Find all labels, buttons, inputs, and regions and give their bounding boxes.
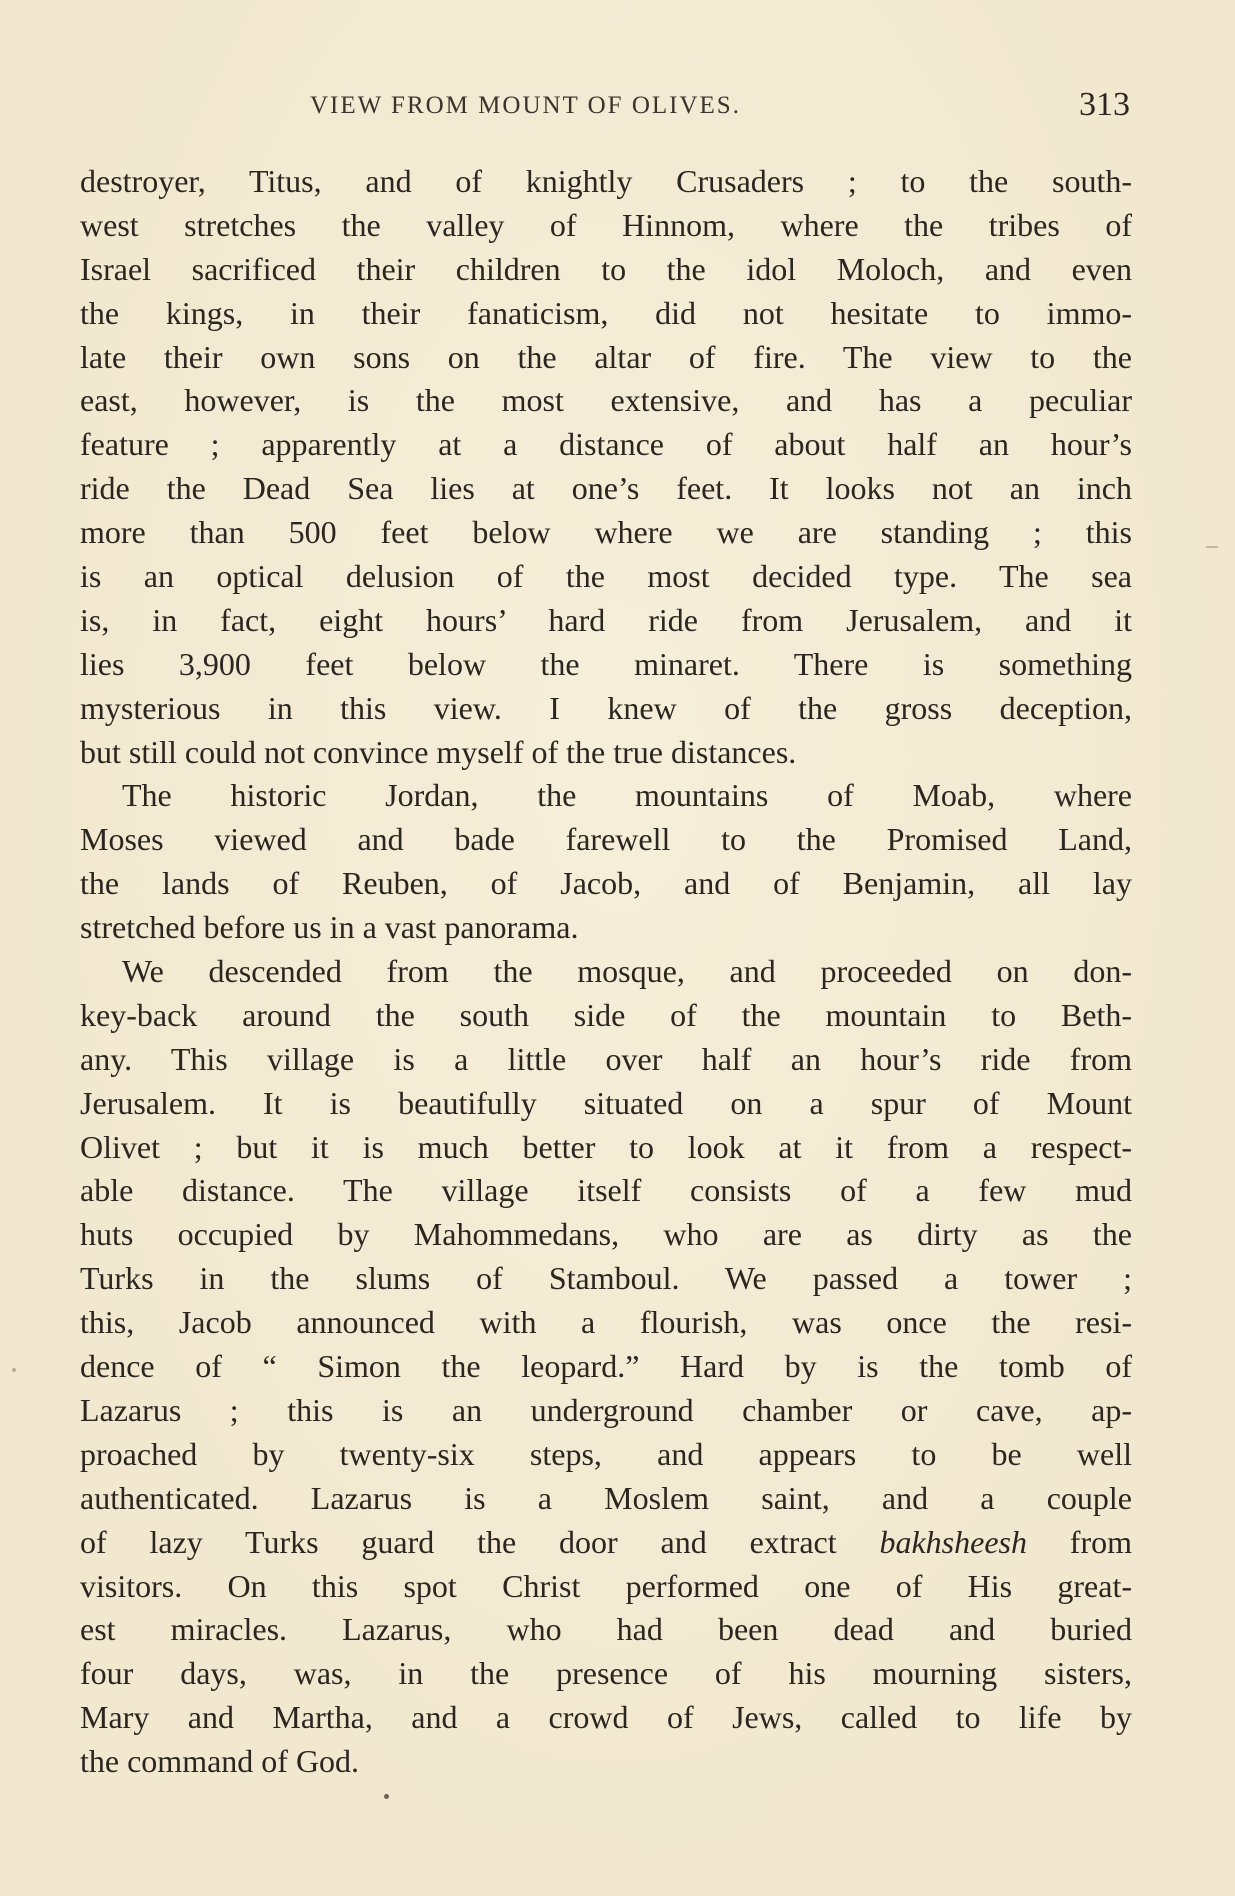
- paragraph-start-line: The historic Jordan, the mountains of Moab, where: [122, 777, 1132, 814]
- running-title: VIEW FROM MOUNT OF OLIVES.: [310, 92, 741, 119]
- text-line: four days, was, in the presence of his mourning sisters,: [80, 1655, 1132, 1692]
- text-line: est miracles. Lazarus, who had been dead and buried: [80, 1611, 1132, 1648]
- text-line: this, Jacob announced with a flourish, was once the resi-: [80, 1304, 1132, 1341]
- paper-speck: [12, 1368, 16, 1372]
- text-line: Moses viewed and bade farewell to the Promised Land,: [80, 821, 1132, 858]
- text-line: the lands of Reuben, of Jacob, and of Benjamin, all lay: [80, 865, 1132, 902]
- text-line: of lazy Turks guard the door and extract bakhsheesh from: [80, 1523, 1132, 1560]
- text-line: Mary and Martha, and a crowd of Jews, called to life by: [80, 1699, 1132, 1736]
- paper-speck: [384, 1794, 389, 1799]
- text-line: stretched before us in a vast panorama.: [80, 909, 579, 946]
- text-line: is an optical delusion of the most decided type. The sea: [80, 558, 1132, 595]
- text-line: more than 500 feet below where we are standing ; this: [80, 514, 1132, 551]
- text-line: any. This village is a little over half an hour’s ride from: [80, 1040, 1132, 1077]
- page-number: 313: [1079, 86, 1130, 123]
- text-line: authenticated. Lazarus is a Moslem saint, and a couple: [80, 1479, 1132, 1516]
- text-line: the command of God.: [80, 1743, 360, 1780]
- text-line: is, in fact, eight hours’ hard ride from Jerusalem, and it: [80, 601, 1132, 638]
- italic-term: bakhsheesh: [879, 1523, 1027, 1560]
- text-line: east, however, is the most extensive, and has a peculiar: [80, 382, 1132, 419]
- text-line: late their own sons on the altar of fire. The view to the: [80, 338, 1132, 375]
- text-line: dence of “ Simon the leopard.” Hard by is the tomb of: [80, 1348, 1132, 1385]
- running-head: [80, 86, 1130, 126]
- text-line: the kings, in their fanaticism, did not hesitate to immo-: [80, 294, 1132, 331]
- text-line: destroyer, Titus, and of knightly Crusaders ; to the south-: [80, 163, 1132, 199]
- text-line: huts occupied by Mahommedans, who are as dirty as the: [80, 1216, 1132, 1253]
- paragraph-start-line: We descended from the mosque, and proceeded on don-: [122, 953, 1132, 990]
- text-line: west stretches the valley of Hinnom, where the tribes of: [80, 206, 1132, 243]
- text-line: lies 3,900 feet below the minaret. There is something: [80, 645, 1132, 682]
- text-line: Olivet ; but it is much better to look at it from a respect-: [80, 1128, 1132, 1165]
- body-text: [80, 160, 1132, 1784]
- text-line: visitors. On this spot Christ performed one of His great-: [80, 1567, 1132, 1604]
- text-line: Jerusalem. It is beautifully situated on a spur of Mount: [80, 1084, 1132, 1121]
- text-line: Turks in the slums of Stamboul. We passed a tower ;: [80, 1260, 1132, 1297]
- text-line: Lazarus ; this is an underground chamber or cave, ap-: [80, 1391, 1132, 1428]
- text-line: key-back around the south side of the mountain to Beth-: [80, 996, 1132, 1033]
- text-line: able distance. The village itself consists of a few mud: [80, 1172, 1132, 1209]
- text-line: but still could not convince myself of the true distances.: [80, 733, 797, 770]
- text-line: feature ; apparently at a distance of about half an hour’s: [80, 426, 1132, 463]
- text-line: mysterious in this view. I knew of the gross deception,: [80, 689, 1132, 726]
- text-line: Israel sacrificed their children to the idol Moloch, and even: [80, 250, 1132, 287]
- text-line: ride the Dead Sea lies at one’s feet. It looks not an inch: [80, 470, 1132, 507]
- text-line: proached by twenty-six steps, and appears to be well: [80, 1435, 1132, 1472]
- margin-mark: [1206, 546, 1218, 548]
